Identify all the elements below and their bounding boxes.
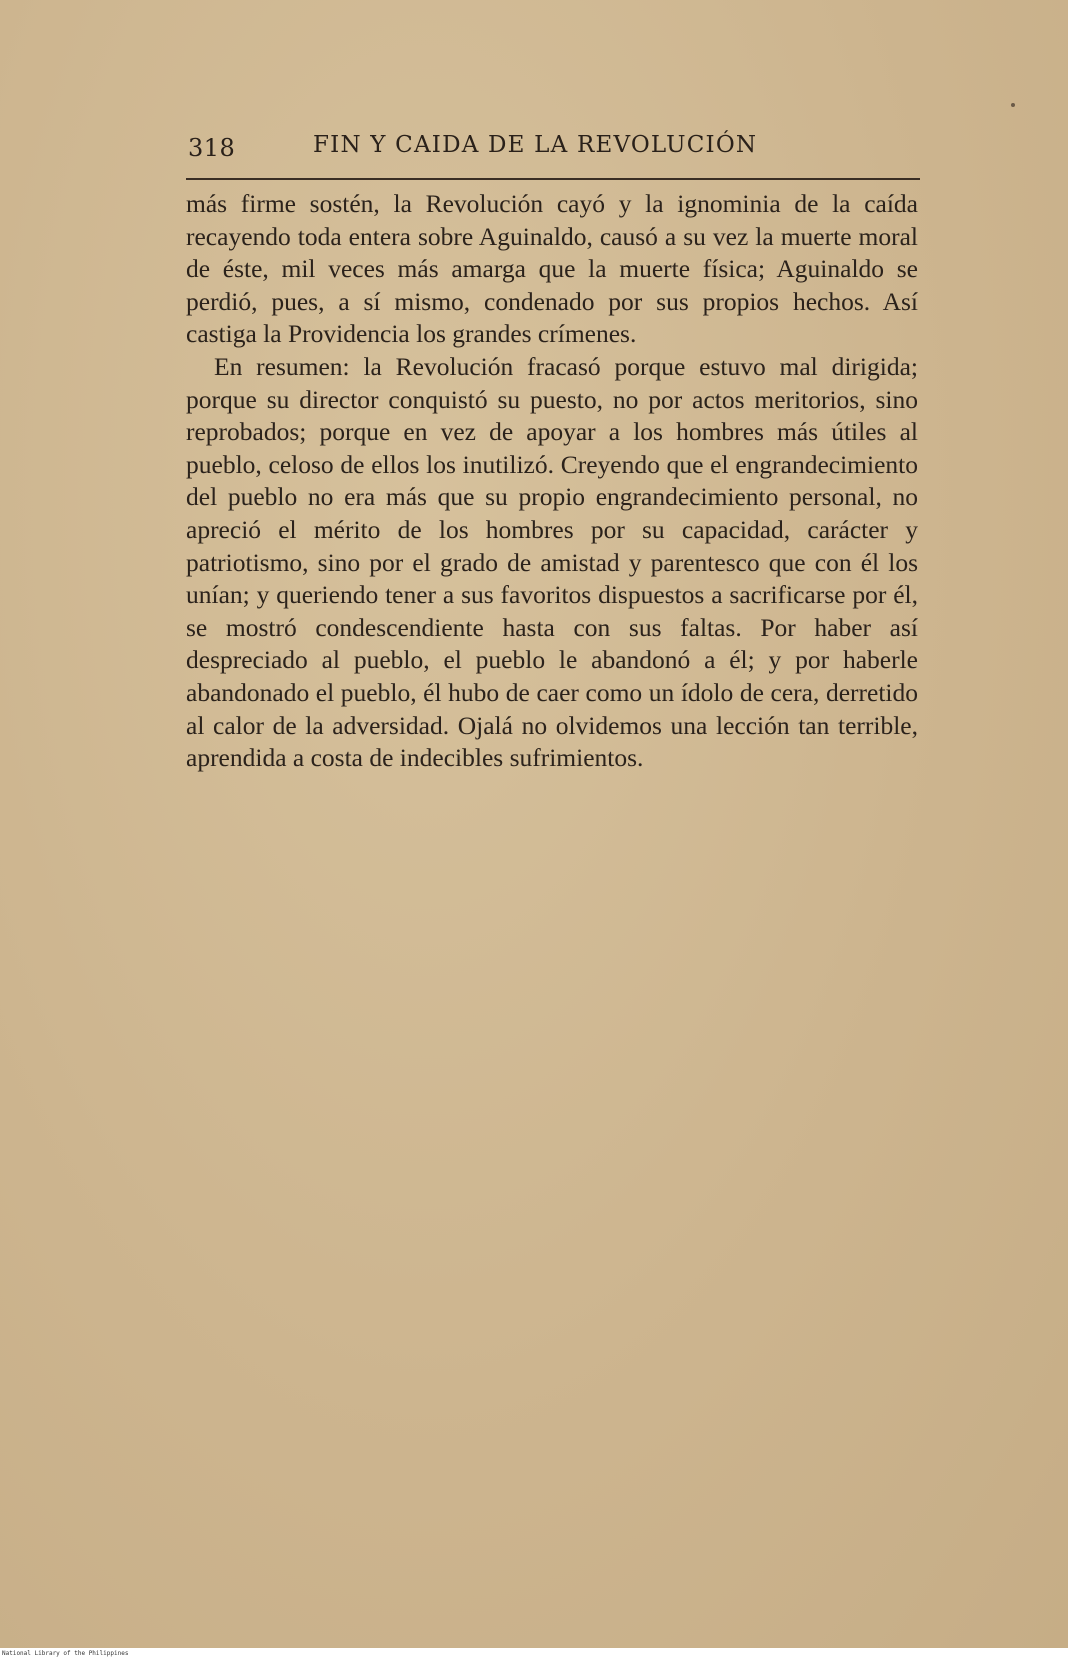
paper-speck [1011, 103, 1015, 107]
page-number: 318 [188, 134, 236, 162]
scan-footer-strip [0, 1648, 1068, 1658]
body-text [186, 188, 918, 775]
running-title: FIN Y CAIDA DE LA REVOLUCIÓN [313, 132, 758, 158]
header-rule [186, 178, 920, 180]
paragraph-1: más firme sostén, la Revolución cayó y la ignominia de la caída recayendo toda entera sobre Aguinaldo, causó a su vez la muerte moral de éste, mil veces más amarga que la muerte física; Aguinaldo se perdió, pues, a sí mismo, condenado por sus propios hechos. Así castiga la Providencia los grandes crímenes. [186, 189, 918, 349]
paragraph-2: En resumen: la Revolución fracasó porque estuvo mal dirigida; porque su director conquistó su puesto, no por actos meritorios, sino reprobados; porque en vez de apoyar a los hombres más útiles al pueblo, celoso de ellos los inutilizó. Creyendo que el engrandecimiento del pueblo no era más que su propio engrandecimiento personal, no apreció el mérito de los hombres por su capacidad, carácter y patriotismo, sino por el grado de amistad y parentesco que con él los unían; y queriendo tener a sus favoritos dispuestos a sacrificarse por él, se mostró condescendiente hasta con sus faltas. Por haber así despreciado al pueblo, el pueblo le abandonó a él; y por haberle abandonado el pueblo, él hubo de caer como un ídolo de cera, derretido al calor de la adversidad. Ojalá no olvidemos una lección tan terrible, aprendida a costa de indecibles sufrimientos. [186, 351, 918, 773]
page-header [186, 128, 920, 168]
scan-credit: National Library of the Philippines [2, 1650, 129, 1657]
